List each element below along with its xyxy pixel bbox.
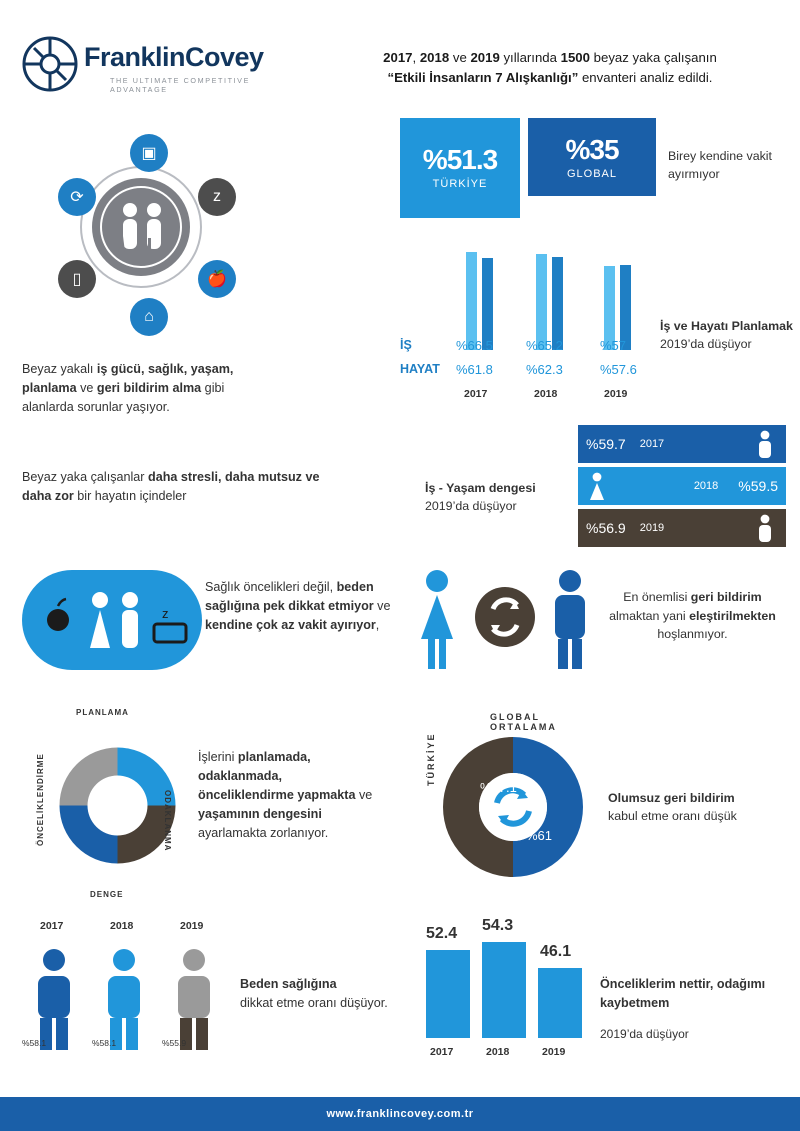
plan-value-hayat-2018: %62.3 <box>526 362 563 377</box>
footer-url[interactable]: www.franklincovey.com.tr <box>326 1108 474 1120</box>
body-health-note <box>240 975 410 1013</box>
areas-text-e: gibi alanlarda sorunlar yaşıyor. <box>22 380 225 414</box>
body-year-2017: 2017 <box>40 920 64 932</box>
plan-bar-hayat-2018 <box>552 257 563 350</box>
person-icon-2019 <box>754 514 776 542</box>
plan-year-2019: 2019 <box>604 388 628 400</box>
bed-icon: z <box>198 178 236 216</box>
planning-label-onceliklendirme: ÖNCELİKLENDİRME <box>36 753 45 846</box>
priorities-note-bold: Önceliklerim nettir, odağımı kaybetmem <box>600 977 766 1010</box>
home-icon: ⌂ <box>130 298 168 336</box>
global-label: GLOBAL <box>566 168 618 180</box>
health-text-a: Sağlık öncelikleri değil, <box>205 580 337 594</box>
balance-year-2019: 2019 <box>639 522 665 534</box>
compass-icon <box>22 36 78 92</box>
feedback-note <box>600 588 785 644</box>
body-year-2019: 2019 <box>180 920 204 932</box>
planning-description <box>198 748 373 842</box>
areas-description <box>22 360 267 417</box>
work-life-plan-note <box>660 318 795 354</box>
feedback-text-c: almaktan yani <box>609 608 690 623</box>
balance-year-2017: 2017 <box>639 438 665 450</box>
headline <box>320 48 780 89</box>
areas-text-c: ve <box>76 380 97 395</box>
balance-note-sub: 2019’da düşüyor <box>425 498 517 513</box>
feedback-text-bold1: geri bildirim <box>690 590 762 604</box>
body-value-2019: %55.9 <box>162 1038 187 1048</box>
body-note-bold: Beden sağlığına <box>240 977 337 991</box>
areas-text-bold2: geri bildirim alma <box>96 380 202 395</box>
headline-year-2019: 2019 <box>470 50 500 65</box>
work-life-plan-chart <box>400 238 660 408</box>
work-life-balance-note <box>425 480 575 516</box>
brand-logo <box>22 36 302 106</box>
plan-year-2018: 2018 <box>534 388 558 400</box>
stress-description <box>22 468 352 506</box>
work-life-plan-note-sub: 2019’da düşüyor <box>660 336 752 351</box>
balance-note-bold: İş - Yaşam dengesi <box>425 481 536 495</box>
plan-value-is-2018: %65.2 <box>526 338 563 353</box>
global-note-sub: kabul etme oranı düşük <box>608 808 737 823</box>
work-life-plan-note-bold: İş ve Hayatı Planlamak <box>660 319 793 333</box>
svg-text:%61: %61 <box>526 828 553 843</box>
health-text-c: ve <box>373 598 391 613</box>
health-text-e: , <box>375 617 380 632</box>
headline-sep1: , <box>412 50 420 65</box>
priorities-value-2018: 54.3 <box>482 917 514 934</box>
areas-wheel <box>30 120 240 340</box>
work-life-balance-chart <box>578 425 786 555</box>
brand-tagline: THE ULTIMATE COMPETITIVE ADVANTAGE <box>110 76 250 94</box>
body-value-2018: %58.1 <box>92 1038 117 1048</box>
headline-sep2: ve <box>449 50 471 65</box>
stress-text-c: bir hayatın içindeler <box>73 488 187 503</box>
brand-name: FranklinCovey <box>84 42 264 72</box>
person-icon-2018 <box>586 472 608 500</box>
global-feedback-donut <box>426 712 598 892</box>
health-capsule <box>22 570 202 670</box>
plan-bar-hayat-2017 <box>482 258 493 350</box>
stress-text-bold: daha stresli, daha mutsuz ve daha zor <box>22 470 320 503</box>
planning-text-c: ve <box>355 787 373 802</box>
priorities-note <box>600 975 785 1043</box>
priorities-year-2019: 2019 <box>542 1046 566 1058</box>
svg-text:z: z <box>162 606 169 621</box>
priorities-note-sub: 2019’da düşüyor <box>600 1026 689 1041</box>
priorities-value-2019: 46.1 <box>540 943 572 960</box>
headline-book-title: “Etkili İnsanların 7 Alışkanlığı” <box>387 70 579 86</box>
global-self-time-card <box>528 118 656 196</box>
plan-year-2017: 2017 <box>464 388 488 400</box>
body-value-2017: %58.1 <box>22 1038 47 1048</box>
self-time-note: Birey kendine vakit ayırmıyor <box>668 149 772 181</box>
body-year-2018: 2018 <box>110 920 134 932</box>
turkiye-label: TÜRKİYE <box>432 178 488 190</box>
planning-donut-chart <box>30 708 205 899</box>
headline-tail: beyaz yaka çalışanın <box>589 50 717 65</box>
apple-icon: 🍎 <box>198 260 236 298</box>
global-arc-label-turkiye: TÜRKİYE <box>426 732 436 786</box>
plan-value-hayat-2019: %57.6 <box>600 362 637 377</box>
feedback-text-a: En önemlisi <box>623 590 691 604</box>
turkiye-self-time-value: %51.3 <box>422 144 498 175</box>
global-note-bold: Olumsuz geri bildirim <box>608 791 735 805</box>
planning-text-a: İşlerini <box>198 750 238 764</box>
footer-bar <box>0 1097 800 1131</box>
health-description <box>205 578 400 635</box>
balance-value-2017: %59.7 <box>586 436 626 452</box>
body-note-sub: dikkat etme oranı düşüyor. <box>240 995 388 1010</box>
stress-text-a: Beyaz yaka çalışanlar <box>22 470 148 484</box>
person-icon-2017 <box>754 430 776 458</box>
svg-text:%47.1: %47.1 <box>480 780 517 795</box>
priorities-bar-2018 <box>482 942 526 1038</box>
health-text-bold2: kendine çok az vakit ayırıyor <box>205 617 376 632</box>
plan-value-hayat-2017: %61.8 <box>456 362 493 377</box>
planning-label-denge: DENGE <box>90 890 124 899</box>
headline-count: 1500 <box>560 50 590 65</box>
priorities-bar-2019 <box>538 968 582 1038</box>
balance-row-2017 <box>578 425 786 463</box>
planning-label-planlama: PLANLAMA <box>76 708 129 717</box>
balance-value-2018: %59.5 <box>738 478 778 494</box>
plan-row-label-hayat: HAYAT <box>400 362 440 376</box>
body-health-chart <box>22 920 242 1050</box>
plan-row-label-is: İŞ <box>400 338 412 352</box>
refresh-icon: ⟳ <box>58 178 96 216</box>
priorities-year-2017: 2017 <box>430 1046 454 1058</box>
priorities-value-2017: 52.4 <box>426 925 458 942</box>
planning-label-odaklanma: ODAKLANMA <box>163 790 172 852</box>
areas-text-a: Beyaz yakalı <box>22 362 97 376</box>
plan-value-is-2019: %57 <box>600 338 627 353</box>
headline-mid: yıllarında <box>499 50 561 65</box>
balance-row-2019 <box>578 509 786 547</box>
planning-text-bold2: yaşamının dengesini <box>198 806 322 821</box>
priorities-bar-2017 <box>426 950 470 1038</box>
plan-value-is-2017: %66.5 <box>456 338 493 353</box>
feedback-figures <box>415 565 595 675</box>
headline-year-2017: 2017 <box>383 50 413 65</box>
global-arc-label-global: GLOBAL ORTALAMA <box>490 712 557 732</box>
headline-year-2018: 2018 <box>419 50 450 65</box>
balance-year-2018: 2018 <box>693 480 719 492</box>
feedback-text-e: hoşlanmıyor. <box>657 627 728 642</box>
plan-bar-is-2017 <box>466 252 477 350</box>
turkiye-self-time-card <box>400 118 520 218</box>
planning-text-e: ayarlamakta zorlanıyor. <box>198 825 329 840</box>
areas-text-bold1: iş gücü, sağlık, yaşam, planlama <box>22 362 234 395</box>
global-self-time-value: %35 <box>565 134 619 165</box>
plan-bar-is-2018 <box>536 254 547 350</box>
balance-value-2019: %56.9 <box>586 520 626 536</box>
planning-text-bold1: planlamada, odaklanmada, önceliklendirme yapmakta <box>198 750 356 802</box>
briefcase-icon: ▣ <box>130 134 168 172</box>
phone-icon: ▯ <box>58 260 96 298</box>
priorities-chart <box>420 915 590 1060</box>
health-text-bold1: beden sağlığına pek dikkat etmiyor <box>205 580 374 613</box>
feedback-text-bold2: eleştirilmekten <box>689 608 776 623</box>
wheel-center <box>92 178 190 276</box>
priorities-year-2018: 2018 <box>486 1046 510 1058</box>
headline-line2-tail: envanteri analiz edildi. <box>578 70 713 86</box>
global-feedback-note <box>608 790 793 826</box>
balance-row-2018 <box>578 467 786 505</box>
